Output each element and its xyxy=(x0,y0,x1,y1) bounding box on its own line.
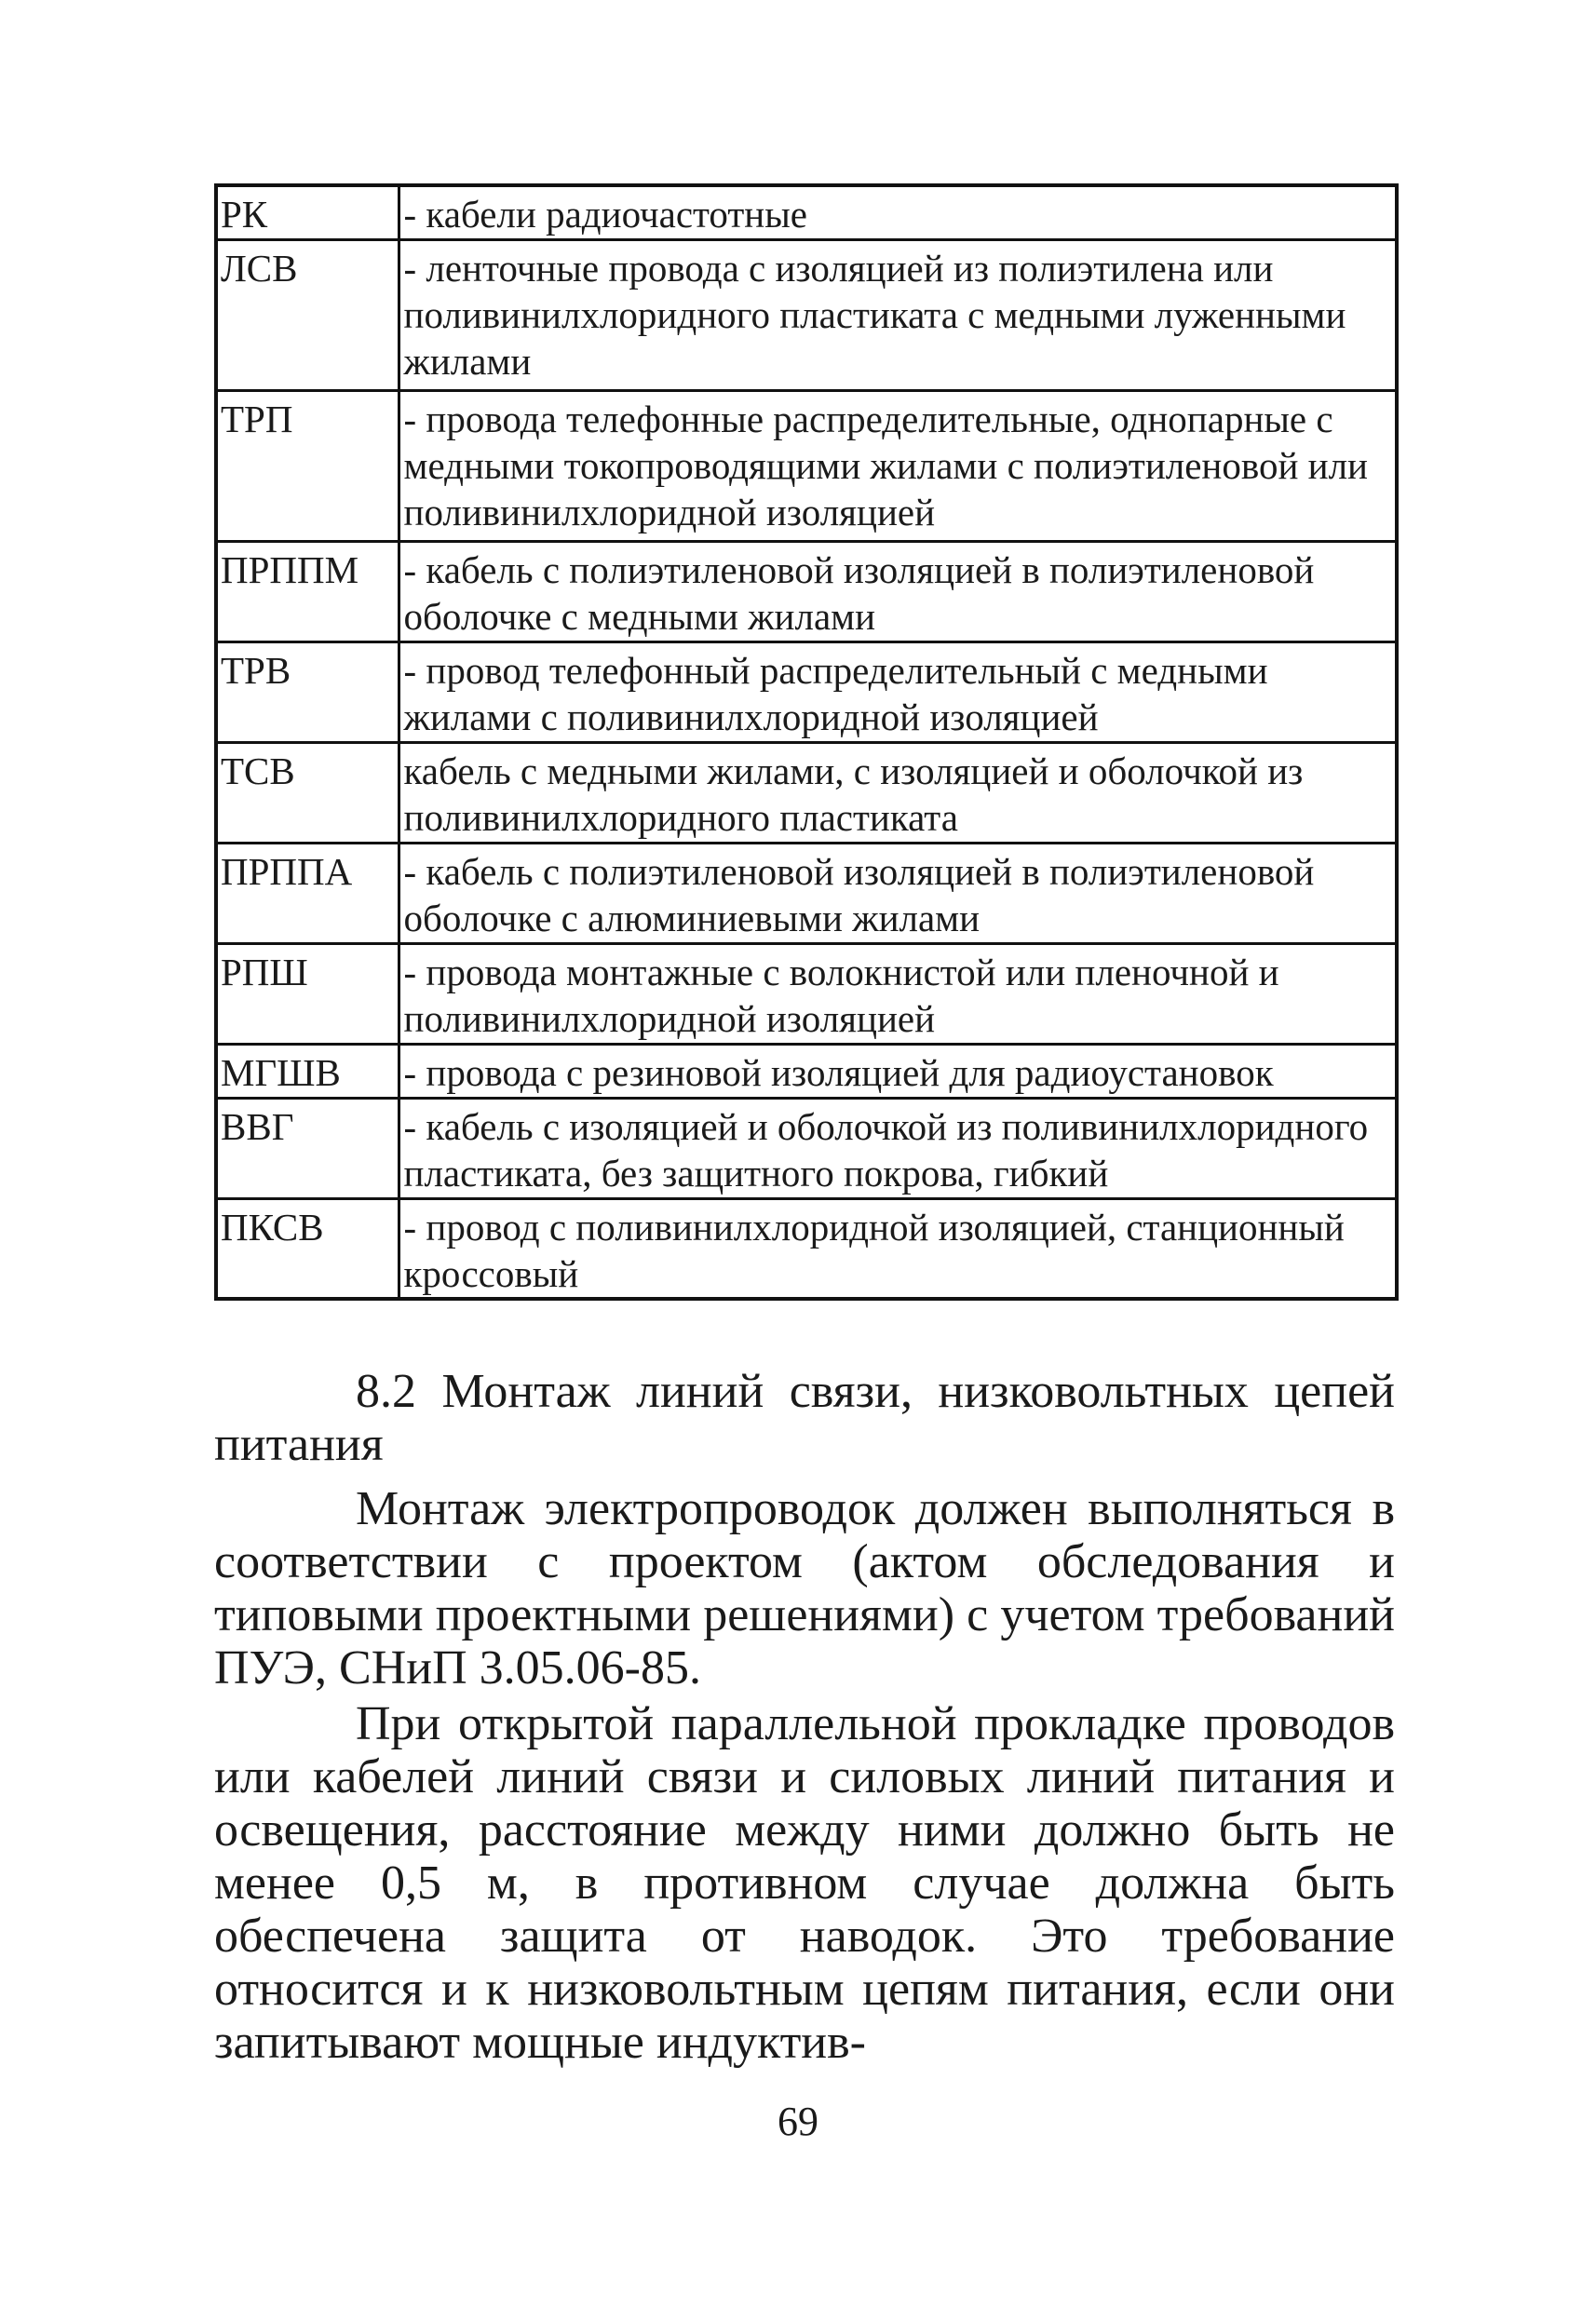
cable-code: ТРП xyxy=(216,390,399,541)
page-number: 69 xyxy=(778,2099,818,2144)
cable-description: кабель с медными жилами, с изоляцией и оболочкой из поливинилхлоридного пластиката xyxy=(399,742,1397,843)
cable-description: - провода монтажные с волокнистой или пленочной и поливинилхлоридной изоляцией xyxy=(399,943,1397,1044)
table-row xyxy=(216,843,1397,943)
abbreviations-table xyxy=(214,183,1399,1301)
cable-description: - кабель с полиэтиленовой изоляцией в полиэтиленовой оболочке с алюминиевыми жилами xyxy=(399,843,1397,943)
cable-description: - провод телефонный распределительный с медными жилами с поливинилхлоридной изоляцией xyxy=(399,641,1397,742)
cable-description: - провод с поливинилхлоридной изоляцией, станционный кроссовый xyxy=(399,1198,1397,1299)
cable-description: - ленточные провода с изоляцией из полиэтилена или поливинилхлоридного пластиката с медными луженными жилами xyxy=(399,239,1397,390)
paragraph: При открытой параллельной прокладке проводов или кабелей линий связи и силовых линий питания и освещения, расстояние между ними должно быть не менее 0,5 м, в противном случае должна быть обеспечена защита от наводок. Это требование относится и к низковольтным цепям питания, если они запитывают мощные индуктив- xyxy=(214,1697,1395,2069)
table-row xyxy=(216,1098,1397,1198)
table-row xyxy=(216,541,1397,641)
cable-code: ТСВ xyxy=(216,742,399,843)
cable-code: ТРВ xyxy=(216,641,399,742)
cable-description: - провода телефонные распределительные, однопарные с медными токопроводящими жилами с полиэтиленовой или поливинилхлоридной изоляцией xyxy=(399,390,1397,541)
paragraph: Монтаж электропроводок должен выполняться в соответствии с проектом (актом обследования и типовыми проектными решениями) с учетом требований ПУЭ, СНиП 3.05.06-85. xyxy=(214,1482,1395,1695)
cable-description: - кабель с изоляцией и оболочкой из поливинилхлоридного пластиката, без защитного покрова, гибкий xyxy=(399,1098,1397,1198)
table-row xyxy=(216,943,1397,1044)
table-row xyxy=(216,1044,1397,1098)
table-row xyxy=(216,1198,1397,1299)
cable-code: ЛСВ xyxy=(216,239,399,390)
cable-code: ВВГ xyxy=(216,1098,399,1198)
cable-code: МГШВ xyxy=(216,1044,399,1098)
cable-code: ПКСВ xyxy=(216,1198,399,1299)
cable-code: РК xyxy=(216,185,399,239)
table-row xyxy=(216,390,1397,541)
cable-code: ПРППА xyxy=(216,843,399,943)
cable-description: - кабель с полиэтиленовой изоляцией в полиэтиленовой оболочке с медными жилами xyxy=(399,541,1397,641)
cable-description: - провода с резиновой изоляцией для радиоустановок xyxy=(399,1044,1397,1098)
table-row xyxy=(216,239,1397,390)
cable-code: ПРППМ xyxy=(216,541,399,641)
cable-code: РПШ xyxy=(216,943,399,1044)
cable-description: - кабели радиочастотные xyxy=(399,185,1397,239)
section-heading: 8.2 Монтаж линий связи, низковольтных цепей питания xyxy=(214,1365,1395,1471)
table-row xyxy=(216,742,1397,843)
table-row xyxy=(216,185,1397,239)
table-row xyxy=(216,641,1397,742)
